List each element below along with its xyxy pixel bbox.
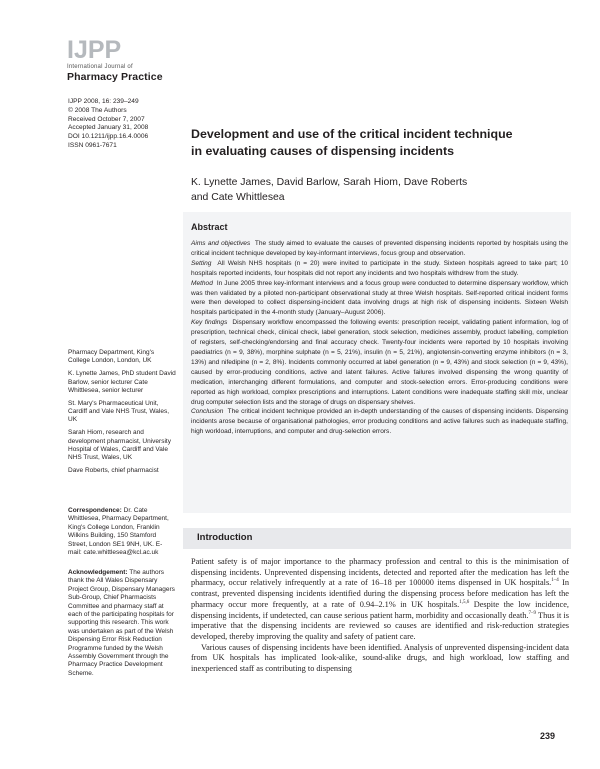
page-number: 239: [540, 731, 556, 741]
correspondence: [68, 507, 176, 557]
author-line: K. Lynette James, David Barlow, Sarah Hiom, Dave Roberts: [191, 177, 468, 188]
introduction-heading: Introduction: [197, 532, 253, 543]
affiliation: St. Mary's Pharmaceutical Unit, Cardiff and Vale NHS Trust, Wales, UK: [68, 399, 170, 424]
title-line: Development and use of the critical incident technique: [191, 127, 513, 141]
abstract-conclusion: Conclusion The critical incident technique provided an in-depth understanding of the causes of dispensing incidents. Dispensing incidents arose because of organisational pathologies, error producing conditions and active failures such as inadequate staffing, high workload, interruptions, and computer and drug-selection errors.: [191, 408, 569, 436]
acknowledgement-label: Acknowledgement:: [68, 569, 128, 576]
logo-abbr: IJPP: [67, 36, 122, 64]
affiliation: Dave Roberts, chief pharmacist: [68, 467, 159, 475]
meta-line: IJPP 2008, 16: 239–249: [68, 98, 139, 105]
logo-subtitle: International Journal of: [67, 64, 133, 70]
affiliation: Pharmacy Department, King's College London, London, UK: [68, 349, 155, 365]
affiliation: K. Lynette James, PhD student David Barlow, senior lecturer Cate Whittlesea, senior lecturer: [68, 370, 176, 394]
title-line: in evaluating causes of dispensing incidents: [191, 144, 455, 158]
abstract-label: Setting: [191, 259, 212, 267]
abstract-method: Method In June 2005 three key-informant interviews and a focus group were conducted to determine dispensary workflow, which was then validated by a piloted non-participant observational study at three Welsh hospitals. Self-reported critical incident forms were then developed to collect dispensing-incident data involving drugs at high risk of dispensing incidents. Sixteen Welsh hospitals participated in the 4-month study (January–August 2006).: [191, 279, 568, 317]
meta-line: © 2008 The Authors: [68, 106, 127, 114]
abstract-aims: Aims and objectives The study aimed to evaluate the causes of prevented dispensing incidents reported by hospitals using the critical incident technique developed by key-informant interviews, focus group and observation.: [191, 240, 568, 257]
paragraph: Various causes of dispensing incidents have been identified. Analysis of unprevented dispensing-incident data from UK hospitals has implicated look-alike, sound-alike drugs, and high workload, low staffing and inexperienced staff as contributing to dispensing: [191, 642, 569, 674]
abstract-body: [191, 239, 568, 437]
meta-line: Received October 7, 2007: [68, 115, 145, 123]
correspondence-text: Dr. Cate Whittlesea, Pharmacy Department, King's College London, Franklin Wilkins Building, 150 Stamford Street, London SE1 9NH, UK. E-mail: cate.whittlesea@kcl.ac.uk: [68, 507, 169, 557]
abstract-label: Key findings: [191, 319, 228, 327]
abstract-label: Aims and objectives: [191, 240, 251, 247]
abstract-label: Conclusion: [191, 408, 224, 416]
affiliations: [68, 349, 176, 480]
introduction-body: [191, 557, 569, 675]
abstract-setting: Setting All Welsh NHS hospitals (n = 20) were invited to participate in the study. Sixteen hospitals agreed to take part; 10 hospitals reported incidents, four hospitals did not report any incidents and two hospitals withdrew from the study.: [191, 259, 569, 277]
paragraph: Patient safety is of major importance to the pharmacy profession and central to this is the minimisation of dispensing incidents. Unprevented dispensing incidents, detected and reported after the medication has left the pharmacy, occur relatively infrequently at a rate of 16–18 per 100000 items dispensed in UK hospitals.$^{1-4}$ In contrast, prevented dispensing incidents identified during the dispensing process before medication has left the pharmacy occur more frequently, at a rate of 0.94–2.1% in UK hospitals.$^{1,5,6}$ Despite the low incidence, dispensing incidents, if undetected, can cause serious patient harm, morbidity and occasionally death.$^{7-9}$ Thus it is imperative that the dispensing incidents are reviewed so causes are identified and risk-reduction strategies developed, thereby improving the quality and safety of patient care.: [191, 557, 569, 641]
logo-name: Pharmacy Practice: [67, 71, 163, 83]
meta-line: Accepted January 31, 2008: [68, 124, 149, 132]
meta-line: ISSN 0961-7671: [68, 141, 117, 149]
acknowledgement-text: The authors thank the All Wales Dispensary Project Group, Dispensary Managers Sub-Group, Chief Pharmacists Committee and pharmacy staff at each of the participating hospitals for supporting this research. This work was undertaken as part of the Welsh Dispensing Error Risk Reduction Programme funded by the Welsh Assembly Government through the Pharmacy Practice Development Scheme.: [68, 569, 175, 677]
affiliation: Sarah Hiom, research and development pharmacist, University Hospital of Wales, Cardiff and Vale NHS Trust, Wales, UK: [68, 429, 171, 462]
abstract-key-findings: Key findings Dispensary workflow encompassed the following events: prescription receipt, validating patient information, log of prescription, technical check, clinical check, label generation, stock selection, medicines assembly, product labelling, completion of registers, self-checking/endorsing and final accuracy check. Twenty-four incidents were reported by 10 hospitals involving paediatrics (n = 9, 38%), morphine sulphate (n = 5, 21%), insulin (n = 5, 21%), angiotensin-converting enzyme inhibitors (n = 3, 13%) and nifedipine (n = 2, 8%). Incidents commonly occurred at label generation (n = 9, 43%) and stock selection (n = 9, 43%), caused by error-producing conditions, active and latent failures. Active failures involved dispensing the wrong quantity of medication, interchanging different formulations, and computer and stock-selection errors. Error-producing conditions were reported as high workload, complex prescriptions and interruptions. Latent conditions were inadequate staffing skill mix, unclear drug computer selection lists and the storage of drugs on dispensary shelves.: [191, 319, 569, 406]
meta-line: DOI 10.1211/ijpp.16.4.0006: [68, 133, 149, 141]
acknowledgement: [68, 569, 176, 678]
journal-logo: [67, 38, 177, 83]
abstract-label: Method: [191, 279, 213, 287]
author-list: [191, 176, 491, 205]
abstract-heading: Abstract: [191, 222, 228, 232]
publication-meta: [68, 98, 178, 151]
author-line: and Cate Whittlesea: [191, 191, 285, 203]
article-title: [191, 126, 561, 160]
correspondence-label: Correspondence:: [68, 507, 122, 514]
